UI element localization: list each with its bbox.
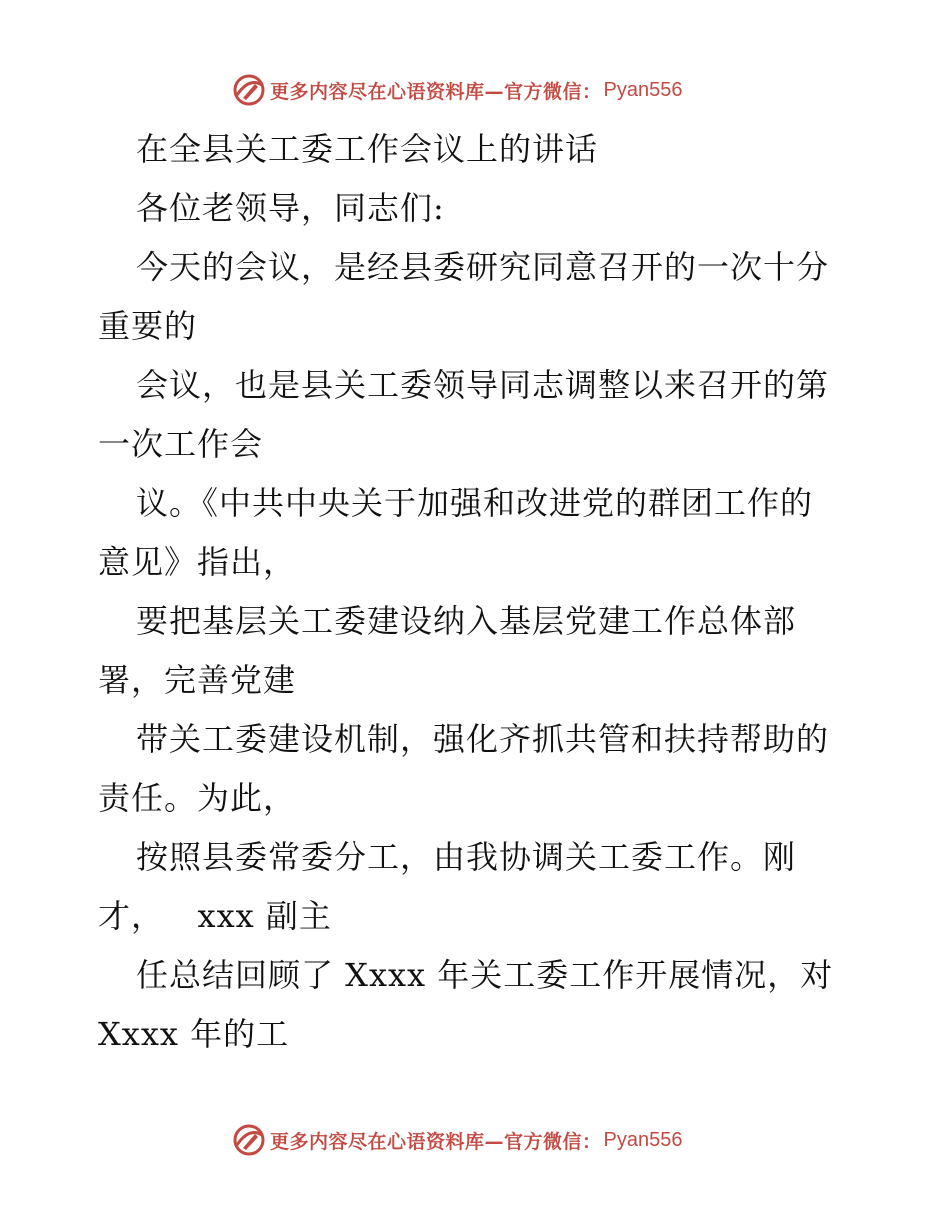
paragraph-line: 一次工作会 (98, 425, 264, 463)
salutation: 各位老领导，同志们: (136, 189, 445, 227)
seal-logo-icon (232, 1123, 266, 1157)
watermark-wechat-id: Pyan556 (603, 78, 683, 101)
paragraph-line: 议。《中共中央关于加强和改进党的群团工作的 (136, 484, 814, 522)
document-title: 在全县关工委工作会议上的讲话 (136, 130, 599, 168)
paragraph-line: 要把基层关工委建设纳入基层党建工作总体部 (136, 602, 797, 640)
paragraph-line: 重要的 (98, 307, 198, 345)
paragraph-line: 署，完善党建 (98, 661, 297, 699)
watermark-text: 更多内容尽在心语资料库—官方微信： (270, 80, 602, 103)
paragraph-line: Xxxx 年的工 (98, 1015, 290, 1053)
seal-logo-icon (232, 73, 266, 107)
paragraph-line: 责任。为此， (98, 779, 297, 817)
paragraph-line: 才， xxx 副主 (98, 897, 332, 935)
watermark-wechat-id: Pyan556 (603, 1128, 683, 1151)
paragraph-line: 带关工委建设机制，强化齐抓共管和扶持帮助的 (136, 720, 830, 758)
paragraph-line: 今天的会议，是经县委研究同意召开的一次十分 (136, 248, 830, 286)
paragraph-line: 意见》指出， (98, 543, 297, 581)
watermark-text: 更多内容尽在心语资料库—官方微信： (270, 1130, 602, 1153)
paragraph-line: 按照县委常委分工，由我协调关工委工作。刚 (136, 838, 797, 876)
paragraph-line: 会议，也是县关工委领导同志调整以来召开的第 (136, 366, 830, 404)
header-watermark (232, 72, 682, 108)
footer-watermark (232, 1122, 682, 1158)
paragraph-line: 任总结回顾了 Xxxx 年关工委工作开展情况，对 (136, 956, 834, 994)
document-body (98, 120, 868, 1064)
